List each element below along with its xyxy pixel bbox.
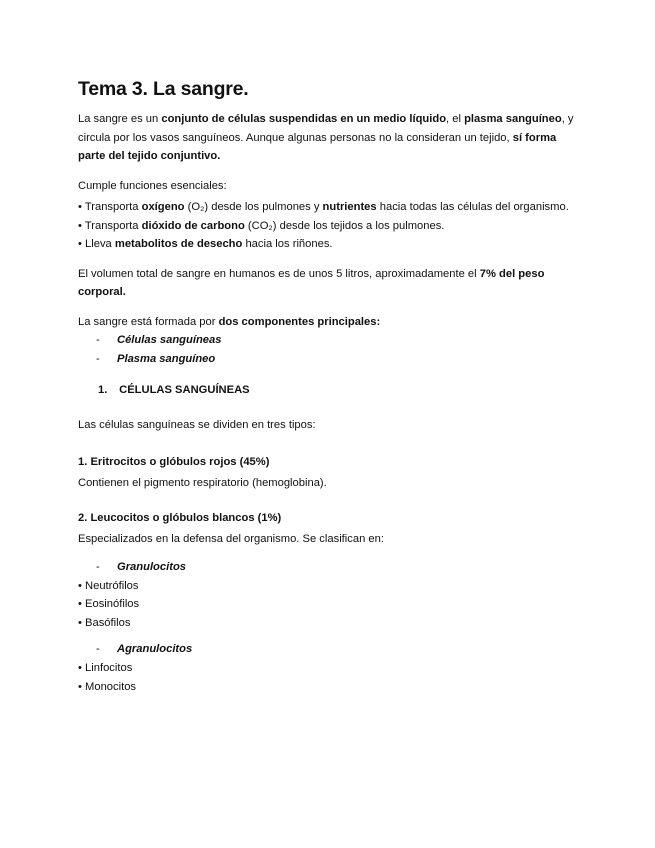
section-title: CÉLULAS SANGUÍNEAS <box>119 384 250 396</box>
component-item <box>78 350 578 369</box>
f3-c: hacia los riñones. <box>242 238 333 250</box>
intro-bold-1: conjunto de células suspendidas en un medio líquido <box>161 113 447 125</box>
function-item-oxygen <box>78 198 578 217</box>
eritrocitos-text: Contienen el pigmento respiratorio (hemoglobina). <box>78 477 327 489</box>
agranulocitos-text: Agranulocitos <box>117 643 193 655</box>
function-item-waste <box>78 235 578 254</box>
f2-c: (CO₂) desde los tejidos a los pulmones. <box>244 219 445 232</box>
component-label: Células sanguíneas <box>117 334 222 346</box>
intro-text-1: La sangre es un <box>78 113 162 125</box>
dash-marker: - <box>96 643 100 655</box>
list-item: • Linfocitos <box>78 662 133 674</box>
dash-marker: - <box>96 560 100 573</box>
granulocitos-text: Granulocitos <box>117 560 186 573</box>
intro-bold-3: sí forma parte del tejido conjuntivo. <box>78 131 557 162</box>
f1-b1: oxígeno <box>141 201 185 213</box>
section-heading <box>78 381 578 400</box>
f2-a: • Transporta <box>78 219 142 232</box>
function-item-co2 <box>78 217 578 236</box>
list-item: • Neutrófilos <box>78 579 139 592</box>
types-intro: Las células sanguíneas se dividen en tres tipos: <box>78 419 316 431</box>
agranulocitos-label <box>78 640 578 659</box>
leucocitos-heading: 2. Leucocitos o glóbulos blancos (1%) <box>78 511 282 524</box>
section-number: 1. <box>98 384 108 396</box>
components-text: La sangre está formada por <box>78 315 219 328</box>
components-bold: dos componentes principales: <box>218 315 381 328</box>
f3-b1: metabolitos de desecho <box>114 238 243 250</box>
f1-a: • Transporta <box>78 201 142 213</box>
intro-paragraph <box>78 110 578 166</box>
functions-list <box>78 198 578 254</box>
volume-bold: 7% del peso corporal. <box>78 267 545 298</box>
document-page <box>78 78 578 696</box>
volume-text: El volumen total de sangre en humanos es de unos 5 litros, aproximadamente el <box>78 267 480 280</box>
leucocitos-text: Especializados en la defensa del organismo. Se clasifican en: <box>78 533 384 545</box>
f2-b1: dióxido de carbono <box>141 219 245 232</box>
dash-marker: - <box>96 334 100 346</box>
f3-a: • Lleva <box>78 238 115 250</box>
functions-intro: Cumple funciones esenciales: <box>78 179 227 192</box>
dash-marker: - <box>96 353 100 365</box>
intro-text-3: , y circula por los vasos sanguíneos. Aunque algunas personas no la consideran un tejido, <box>78 113 574 144</box>
intro-text-2: , el <box>446 113 465 125</box>
volume-paragraph <box>78 265 578 302</box>
page-title: Tema 3. La sangre. <box>78 78 249 100</box>
list-item: • Basófilos <box>78 616 131 629</box>
component-item <box>78 331 578 350</box>
granulocitos-label <box>78 558 578 577</box>
list-item: • Monocitos <box>78 680 137 693</box>
components-intro <box>78 313 578 332</box>
f1-d: hacia todas las células del organismo. <box>376 201 569 213</box>
f1-c: (O₂) desde los pulmones y <box>184 201 323 213</box>
eritrocitos-heading: 1. Eritrocitos o glóbulos rojos (45%) <box>78 455 270 468</box>
component-label: Plasma sanguíneo <box>117 353 216 365</box>
intro-bold-2: plasma sanguíneo <box>464 113 562 125</box>
f1-b2: nutrientes <box>322 201 377 213</box>
list-item: • Eosinófilos <box>78 598 140 610</box>
